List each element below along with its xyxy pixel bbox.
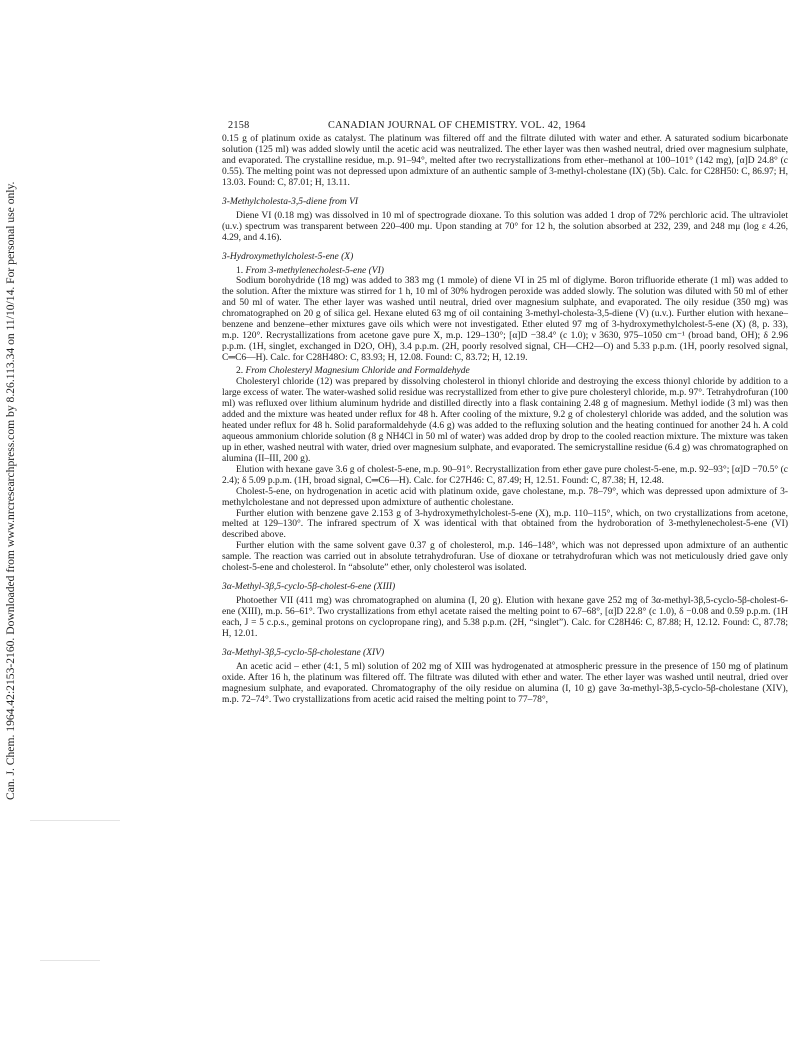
paragraph: Further elution with the same solvent gave 0.37 g of cholesterol, m.p. 146–148°, which was not depressed upon admixture of an authentic sample. The reaction was carried out in absolute tetrahydrofuran. Use of dioxane or tetrahydrofuran which was not meticulously dried gave only cholest-5-ene and cholesterol. In “absolute” ether, only cholesterol was isolated. (222, 541, 788, 574)
download-notice (4, 181, 38, 800)
paragraph: 0.15 g of platinum oxide as catalyst. The platinum was filtered off and the filtrate diluted with water and ether. A saturated sodium bicarbonate solution (125 ml) was added slowly until the acetic acid was neutralized. The ether layer was then washed neutral, dried over magnesium sulphate, and evaporated. The crystalline residue, m.p. 91–94°, melted after two recrystallizations from ether–methanol at 100–101° (142 mg), [α]D 24.8° (c 0.55). The melting point was not depressed upon admixture of an authentic sample of 3-methyl-cholestane (IX) (5b). Calc. for C28H50: C, 86.97; H, 13.03. Found: C, 87.01; H, 13.11. (222, 134, 788, 188)
journal-title: CANADIAN JOURNAL OF CHEMISTRY. VOL. 42, 1964 (328, 120, 586, 131)
article-body (222, 134, 788, 706)
paragraph: Diene VI (0.18 mg) was dissolved in 10 ml of spectrograde dioxane. To this solution was added 1 drop of 72% perchloric acid. The ultraviolet (u.v.) spectrum was transparent between 220–400 mμ. Upon standing at 70° for 12 h, the solution absorbed at 232, 239, and 248 mμ (log ε 4.26, 4.29, and 4.16). (222, 210, 788, 243)
paragraph: Photoether VII (411 mg) was chromatographed on alumina (I, 20 g). Elution with hexane gave 252 mg of 3α-methyl-3β,5-cyclo-5β-cholest-6-ene (XIII), m.p. 56–61°. Two crystallizations from ethyl acetate raised the melting point to 67–68°, [α]D 22.8° (c 1.0), δ −0.08 and 0.59 p.p.m. (1H each, J = 5 c.p.s., geminal protons on cyclopropane ring), and 5.38 p.p.m. (2H, “singlet”). Calc. for C28H46: C, 87.88; H, 12.12. Found: C, 87.78; H, 12.01. (222, 596, 788, 640)
download-notice-text: Can. J. Chem. 1964.42:2153-2160. Downloaded from www.nrcresearchpress.com by 8.26.113.34 on 11/10/14. For personal use only. (4, 181, 17, 800)
subsection-heading (236, 366, 788, 377)
paragraph: Sodium borohydride (18 mg) was added to 383 mg (1 mmole) of diene VI in 25 ml of diglyme. Boron trifluoride etherate (1 ml) was added to the solution. After the mixture was stirred for 1 h, 10 ml of 30% hydrogen peroxide was added slowly. The solution was diluted with 50 ml of ether and 50 ml of water. The ether layer was washed until neutral, dried over magnesium sulphate, and evaporated. The oily residue (350 mg) was chromatographed on 20 g of silica gel. Hexane eluted 63 mg of oil containing 3-methyl-cholesta-3,5-diene (V) (u.v.). Further elution with hexane–benzene and benzene–ether mixtures gave oils which were not investigated. Ether eluted 97 mg of 3-hydroxymethylcholest-5-ene (X) (8, p. 33), m.p. 120°. Recrystallizations from acetone gave pure X, m.p. 129–130°; [α]D −38.4° (c 1.0); ν 3630, 975–1050 cm⁻¹ (broad band, OH); δ 2.96 p.p.m. (1H, singlet, exchanged in D2O, OH), 3.4 p.p.m. (2H, poorly resolved signal, CH—CH2—O) and 5.33 p.p.m. (1H, poorly resolved signal, C═C6—H). Calc. for C28H48O: C, 83.93; H, 12.08. Found: C, 83.72; H, 12.19. (222, 276, 788, 364)
page-number: 2158 (228, 120, 250, 131)
paragraph: Elution with hexane gave 3.6 g of cholest-5-ene, m.p. 90–91°. Recrystallization from ether gave pure cholest-5-ene, m.p. 92–93°; [α]D −70.5° (c 2.4); δ 5.09 p.p.m. (1H, broad signal, C═C6—H). Calc. for C27H46: C, 87.49; H, 12.51. Found: C, 87.38; H, 12.48. (222, 464, 788, 486)
subsection-number: 2. (236, 366, 244, 377)
section-heading: 3-Hydroxymethylcholest-5-ene (X) (222, 251, 354, 262)
scan-artifact (40, 960, 100, 961)
paragraph: An acetic acid – ether (4:1, 5 ml) solution of 202 mg of XIII was hydrogenated at atmospheric pressure in the presence of 150 mg of platinum oxide. After 16 h, the platinum was filtered off. The filtrate was diluted with ether and water. The ether layer was washed until neutral, dried over magnesium sulphate, and evaporated. Chromatography of the oily residue on alumina (I, 10 g) gave 3α-methyl-3β,5-cyclo-5β-cholestane (XIV), m.p. 72–74°. Two crystallizations from acetic acid raised the melting point to 77–78°, (222, 661, 788, 705)
subsection-title: From 3-methylenecholest-5-ene (VI) (245, 265, 384, 276)
paragraph: Cholest-5-ene, on hydrogenation in acetic acid with platinum oxide, gave cholestane, m.p. 78–79°, which was depressed upon admixture of 3-methylcholestane and not depressed upon admixture of authentic cholestane. (222, 486, 788, 508)
subsection-number: 1. (236, 265, 244, 276)
subsection-title: From Cholesteryl Magnesium Chloride and Formaldehyde (245, 366, 470, 377)
subsection-heading (236, 266, 788, 277)
paragraph: Cholesteryl chloride (12) was prepared by dissolving cholesterol in thionyl chloride and destroying the excess thionyl chloride by addition to a large excess of water. The water-washed solid residue was recrystallized from ether to give pure cholesteryl chloride, m.p. 97°. Tetrahydrofuran (100 ml) was refluxed over lithium aluminum hydride and distilled directly into a flask containing 2.48 g of magnesium. Methyl iodide (3 ml) was then added and the mixture was heated under reflux for 48 h. After cooling of the mixture, 9.2 g of cholesteryl chloride was added, and the solution was heated under reflux for 48 h. Solid paraformaldehyde (4.6 g) was added to the refluxing solution and the heating continued for another 24 h. A cold aqueous ammonium chloride solution (8 g NH4Cl in 50 ml of water) was added drop by drop to the cooled reaction mixture. The mixture was taken up in ether, washed neutral with water, dried over magnesium sulphate, and evaporated. The semicrystalline residue (6.4 g) was chromatographed on alumina (II–III, 200 g). (222, 377, 788, 464)
section-heading: 3-Methylcholesta-3,5-diene from VI (222, 196, 359, 207)
scan-artifact (30, 820, 120, 821)
section-heading: 3α-Methyl-3β,5-cyclo-5β-cholestane (XIV) (222, 647, 385, 658)
paragraph: Further elution with benzene gave 2.153 g of 3-hydroxymethylcholest-5-ene (X), m.p. 110–115°, which, on two crystallizations from acetone, melted at 129–130°. The infrared spectrum of X was identical with that obtained from the hydroboration of 3-methylenecholest-5-ene (VI) described above. (222, 508, 788, 541)
section-heading: 3α-Methyl-3β,5-cyclo-5β-cholest-6-ene (XIII) (222, 582, 396, 593)
